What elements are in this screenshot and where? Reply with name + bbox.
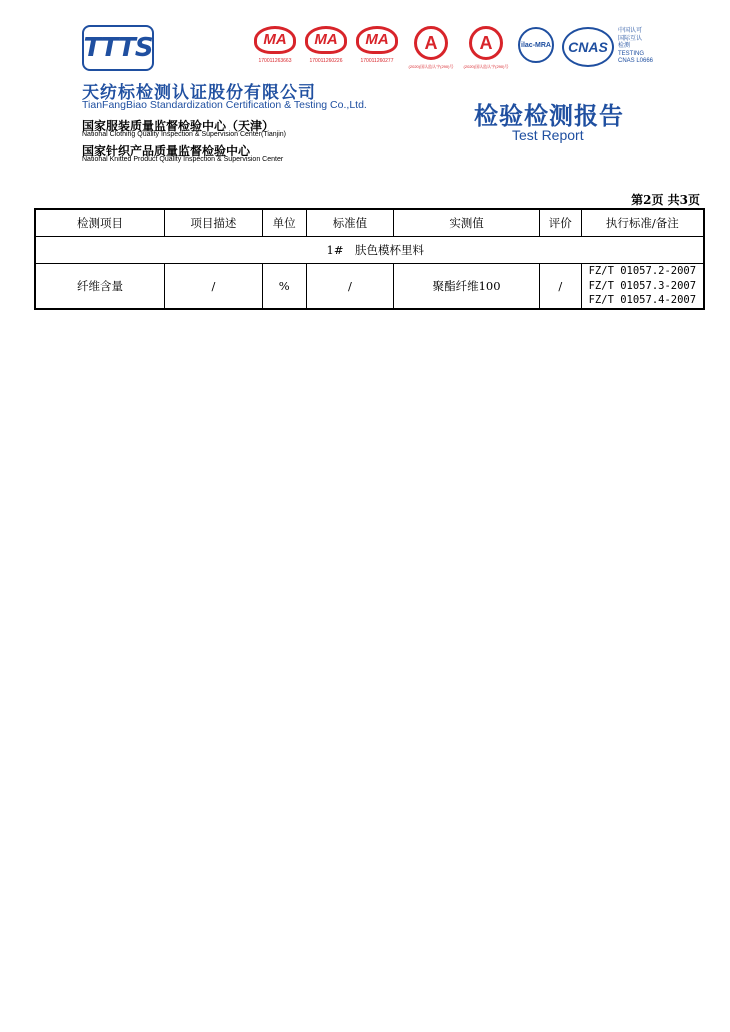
header-unit: 单位 <box>262 209 306 237</box>
cma-icon: MA <box>254 26 296 54</box>
report-title-cn: 检验检测报告 <box>474 101 624 130</box>
cal-mark-1 <box>408 26 454 70</box>
cma-mark-1 <box>253 26 297 64</box>
header-standard-value: 标准值 <box>306 209 394 237</box>
table-header-row <box>35 209 704 237</box>
cal-icon: A <box>414 26 448 60</box>
knitted-center-en: National Knitted Product Quality Inspection & Supervision Center <box>82 156 284 163</box>
cma-icon: MA <box>356 26 398 54</box>
cnas-side-line: TESTING <box>618 50 645 57</box>
cnas-side-line: 中国认可 <box>618 28 643 34</box>
cell-standards <box>581 264 704 310</box>
sample-name: 肤色模杯里料 <box>355 243 424 257</box>
sample-cell <box>35 237 704 264</box>
cell-measured-value: 聚酯纤维100 <box>394 264 540 310</box>
cma-mark-2 <box>304 26 348 64</box>
header-description: 项目描述 <box>165 209 263 237</box>
header-standard-remarks: 执行标准/备注 <box>581 209 704 237</box>
cnas-label: CNAS <box>568 39 608 55</box>
cell-standard-value: / <box>306 264 394 310</box>
standard-code: FZ/T 01057.3-2007 <box>588 279 697 292</box>
sample-number: 1# <box>326 243 344 257</box>
cell-unit: % <box>262 264 306 310</box>
cnas-side-line: 检测 <box>618 43 631 49</box>
standard-code: FZ/T 01057.4-2007 <box>588 294 697 307</box>
cell-evaluation: / <box>539 264 581 310</box>
page-indicator: 第2页 共3页 <box>631 193 700 207</box>
results-table <box>34 208 705 310</box>
company-name-cn: 天纺标检测认证股份有限公司 <box>82 83 316 103</box>
cnas-side-text <box>618 28 653 66</box>
company-logo <box>82 25 154 71</box>
logo-text: TTTS <box>83 33 153 63</box>
header-measured-value: 实测值 <box>394 209 540 237</box>
header-evaluation: 评价 <box>539 209 581 237</box>
cma-number: 170011260226 <box>309 58 343 64</box>
cal-number: (2020)国认监认字(290)号 <box>463 64 509 69</box>
company-name-en: TianFangBiao Standardization Certification & Testing Co.,Ltd. <box>82 99 367 111</box>
standard-code: FZ/T 01057.2-2007 <box>588 265 697 278</box>
ilac-mra-icon <box>518 27 554 63</box>
clothing-center-en: National Clothing Quality Inspection & Supervision Center(Tianjin) <box>82 131 287 138</box>
cma-mark-3 <box>355 26 399 64</box>
cma-number: 170011260277 <box>360 58 394 64</box>
cal-mark-2 <box>463 26 509 70</box>
cnas-side-line: 国际互认 <box>618 35 643 42</box>
cma-icon: MA <box>305 26 347 54</box>
knitted-center-cn: 国家针织产品质量监督检验中心 <box>82 144 251 158</box>
cnas-icon <box>562 27 614 67</box>
cell-test-item: 纤维含量 <box>35 264 165 310</box>
table-row <box>35 264 704 310</box>
cell-description: / <box>165 264 263 310</box>
report-title-en: Test Report <box>512 127 584 143</box>
cal-icon: A <box>469 26 503 60</box>
cma-number: 170011263663 <box>258 58 292 64</box>
ilac-label: ilac-MRA <box>521 41 551 49</box>
cal-number: (2020)国认监认字(290)号 <box>408 64 454 69</box>
header-test-item: 检测项目 <box>35 209 165 237</box>
clothing-center-cn: 国家服装质量监督检验中心（天津） <box>82 119 275 133</box>
cnas-side-line: CNAS L0666 <box>618 58 654 64</box>
sample-row <box>35 237 704 264</box>
